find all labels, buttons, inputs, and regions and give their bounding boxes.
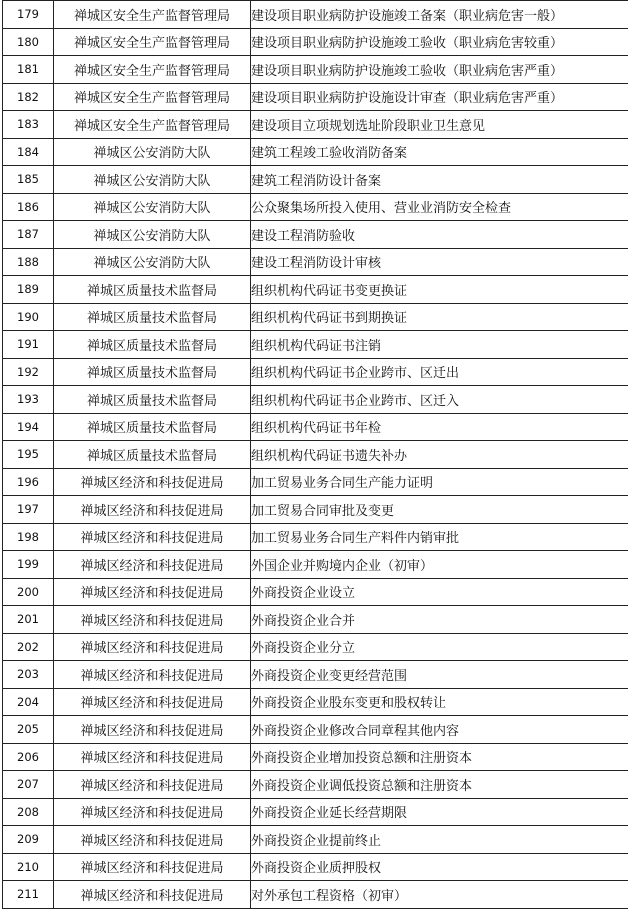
row-number-cell: 198 xyxy=(3,523,54,551)
table-row xyxy=(3,28,628,56)
department-cell: 禅城区经济和科技促进局 xyxy=(54,743,251,771)
department-cell: 禅城区经济和科技促进局 xyxy=(54,523,251,551)
table-row xyxy=(3,221,628,249)
department-cell: 禅城区质量技术监督局 xyxy=(54,441,251,469)
row-number-cell: 187 xyxy=(3,221,54,249)
item-cell: 外商投资企业股东变更和股权转让 xyxy=(251,688,628,716)
table-row xyxy=(3,523,628,551)
row-number-cell: 180 xyxy=(3,28,54,56)
table-row xyxy=(3,413,628,441)
item-cell: 建筑工程竣工验收消防备案 xyxy=(251,138,628,166)
department-cell: 禅城区安全生产监督管理局 xyxy=(54,1,251,29)
row-number-cell: 208 xyxy=(3,798,54,826)
item-cell: 公众聚集场所投入使用、营业业消防安全检查 xyxy=(251,193,628,221)
table-row xyxy=(3,771,628,799)
item-cell: 外商投资企业分立 xyxy=(251,633,628,661)
item-cell: 建设项目职业病防护设施设计审查（职业病危害严重） xyxy=(251,83,628,111)
item-cell: 外商投资企业设立 xyxy=(251,578,628,606)
row-number-cell: 196 xyxy=(3,468,54,496)
item-cell: 组织机构代码证书企业跨市、区迁入 xyxy=(251,386,628,414)
row-number-cell: 179 xyxy=(3,1,54,29)
item-cell: 外商投资企业合并 xyxy=(251,606,628,634)
table-row xyxy=(3,358,628,386)
row-number-cell: 203 xyxy=(3,661,54,689)
department-cell: 禅城区公安消防大队 xyxy=(54,138,251,166)
row-number-cell: 190 xyxy=(3,303,54,331)
row-number-cell: 184 xyxy=(3,138,54,166)
department-cell: 禅城区质量技术监督局 xyxy=(54,331,251,359)
row-number-cell: 201 xyxy=(3,606,54,634)
item-cell: 外商投资企业变更经营范围 xyxy=(251,661,628,689)
approval-items-table xyxy=(2,0,628,909)
department-cell: 禅城区质量技术监督局 xyxy=(54,303,251,331)
department-cell: 禅城区经济和科技促进局 xyxy=(54,633,251,661)
table-body xyxy=(3,1,628,909)
row-number-cell: 205 xyxy=(3,716,54,744)
table-row xyxy=(3,441,628,469)
item-cell: 组织机构代码证书年检 xyxy=(251,413,628,441)
table-row xyxy=(3,578,628,606)
row-number-cell: 183 xyxy=(3,111,54,139)
row-number-cell: 195 xyxy=(3,441,54,469)
department-cell: 禅城区经济和科技促进局 xyxy=(54,468,251,496)
item-cell: 对外承包工程资格（初审） xyxy=(251,881,628,909)
table-row xyxy=(3,606,628,634)
item-cell: 组织机构代码证书到期换证 xyxy=(251,303,628,331)
item-cell: 加工贸易业务合同生产能力证明 xyxy=(251,468,628,496)
row-number-cell: 182 xyxy=(3,83,54,111)
department-cell: 禅城区经济和科技促进局 xyxy=(54,853,251,881)
item-cell: 外商投资企业调低投资总额和注册资本 xyxy=(251,771,628,799)
department-cell: 禅城区经济和科技促进局 xyxy=(54,661,251,689)
table-row xyxy=(3,716,628,744)
row-number-cell: 197 xyxy=(3,496,54,524)
table-row xyxy=(3,386,628,414)
item-cell: 建设工程消防验收 xyxy=(251,221,628,249)
department-cell: 禅城区经济和科技促进局 xyxy=(54,881,251,909)
row-number-cell: 185 xyxy=(3,166,54,194)
item-cell: 组织机构代码证书遗失补办 xyxy=(251,441,628,469)
item-cell: 组织机构代码证书注销 xyxy=(251,331,628,359)
row-number-cell: 189 xyxy=(3,276,54,304)
row-number-cell: 202 xyxy=(3,633,54,661)
item-cell: 建设项目立项规划选址阶段职业卫生意见 xyxy=(251,111,628,139)
row-number-cell: 188 xyxy=(3,248,54,276)
department-cell: 禅城区质量技术监督局 xyxy=(54,386,251,414)
table-row xyxy=(3,881,628,909)
table-row xyxy=(3,166,628,194)
table-row xyxy=(3,853,628,881)
department-cell: 禅城区公安消防大队 xyxy=(54,248,251,276)
table-row xyxy=(3,303,628,331)
table-row xyxy=(3,633,628,661)
department-cell: 禅城区经济和科技促进局 xyxy=(54,798,251,826)
row-number-cell: 200 xyxy=(3,578,54,606)
row-number-cell: 191 xyxy=(3,331,54,359)
department-cell: 禅城区公安消防大队 xyxy=(54,193,251,221)
table-row xyxy=(3,661,628,689)
row-number-cell: 207 xyxy=(3,771,54,799)
department-cell: 禅城区公安消防大队 xyxy=(54,166,251,194)
row-number-cell: 194 xyxy=(3,413,54,441)
department-cell: 禅城区经济和科技促进局 xyxy=(54,826,251,854)
row-number-cell: 186 xyxy=(3,193,54,221)
table-row xyxy=(3,193,628,221)
table-row xyxy=(3,688,628,716)
department-cell: 禅城区安全生产监督管理局 xyxy=(54,56,251,84)
item-cell: 建设工程消防设计审核 xyxy=(251,248,628,276)
table-row xyxy=(3,138,628,166)
department-cell: 禅城区质量技术监督局 xyxy=(54,413,251,441)
row-number-cell: 209 xyxy=(3,826,54,854)
department-cell: 禅城区经济和科技促进局 xyxy=(54,496,251,524)
department-cell: 禅城区经济和科技促进局 xyxy=(54,578,251,606)
department-cell: 禅城区质量技术监督局 xyxy=(54,276,251,304)
row-number-cell: 204 xyxy=(3,688,54,716)
table-row xyxy=(3,551,628,579)
department-cell: 禅城区经济和科技促进局 xyxy=(54,716,251,744)
department-cell: 禅城区经济和科技促进局 xyxy=(54,688,251,716)
item-cell: 外商投资企业延长经营期限 xyxy=(251,798,628,826)
department-cell: 禅城区经济和科技促进局 xyxy=(54,771,251,799)
department-cell: 禅城区安全生产监督管理局 xyxy=(54,28,251,56)
table-row xyxy=(3,826,628,854)
row-number-cell: 199 xyxy=(3,551,54,579)
item-cell: 建筑工程消防设计备案 xyxy=(251,166,628,194)
department-cell: 禅城区安全生产监督管理局 xyxy=(54,111,251,139)
item-cell: 外商投资企业修改合同章程其他内容 xyxy=(251,716,628,744)
table-row xyxy=(3,496,628,524)
department-cell: 禅城区经济和科技促进局 xyxy=(54,606,251,634)
row-number-cell: 210 xyxy=(3,853,54,881)
table-row xyxy=(3,798,628,826)
table-row xyxy=(3,468,628,496)
item-cell: 外商投资企业增加投资总额和注册资本 xyxy=(251,743,628,771)
table-row xyxy=(3,248,628,276)
item-cell: 组织机构代码证书企业跨市、区迁出 xyxy=(251,358,628,386)
department-cell: 禅城区经济和科技促进局 xyxy=(54,551,251,579)
table-row xyxy=(3,331,628,359)
department-cell: 禅城区质量技术监督局 xyxy=(54,358,251,386)
row-number-cell: 192 xyxy=(3,358,54,386)
table-row xyxy=(3,1,628,29)
table-row xyxy=(3,111,628,139)
row-number-cell: 193 xyxy=(3,386,54,414)
item-cell: 加工贸易合同审批及变更 xyxy=(251,496,628,524)
row-number-cell: 206 xyxy=(3,743,54,771)
table-row xyxy=(3,56,628,84)
department-cell: 禅城区公安消防大队 xyxy=(54,221,251,249)
item-cell: 外商投资企业质押股权 xyxy=(251,853,628,881)
item-cell: 建设项目职业病防护设施竣工验收（职业病危害较重） xyxy=(251,28,628,56)
department-cell: 禅城区安全生产监督管理局 xyxy=(54,83,251,111)
item-cell: 加工贸易业务合同生产料件内销审批 xyxy=(251,523,628,551)
table-row xyxy=(3,83,628,111)
table-row xyxy=(3,743,628,771)
item-cell: 外商投资企业提前终止 xyxy=(251,826,628,854)
table-row xyxy=(3,276,628,304)
item-cell: 外国企业并购境内企业（初审） xyxy=(251,551,628,579)
row-number-cell: 211 xyxy=(3,881,54,909)
item-cell: 建设项目职业病防护设施竣工备案（职业病危害一般） xyxy=(251,1,628,29)
item-cell: 建设项目职业病防护设施竣工验收（职业病危害严重） xyxy=(251,56,628,84)
row-number-cell: 181 xyxy=(3,56,54,84)
item-cell: 组织机构代码证书变更换证 xyxy=(251,276,628,304)
